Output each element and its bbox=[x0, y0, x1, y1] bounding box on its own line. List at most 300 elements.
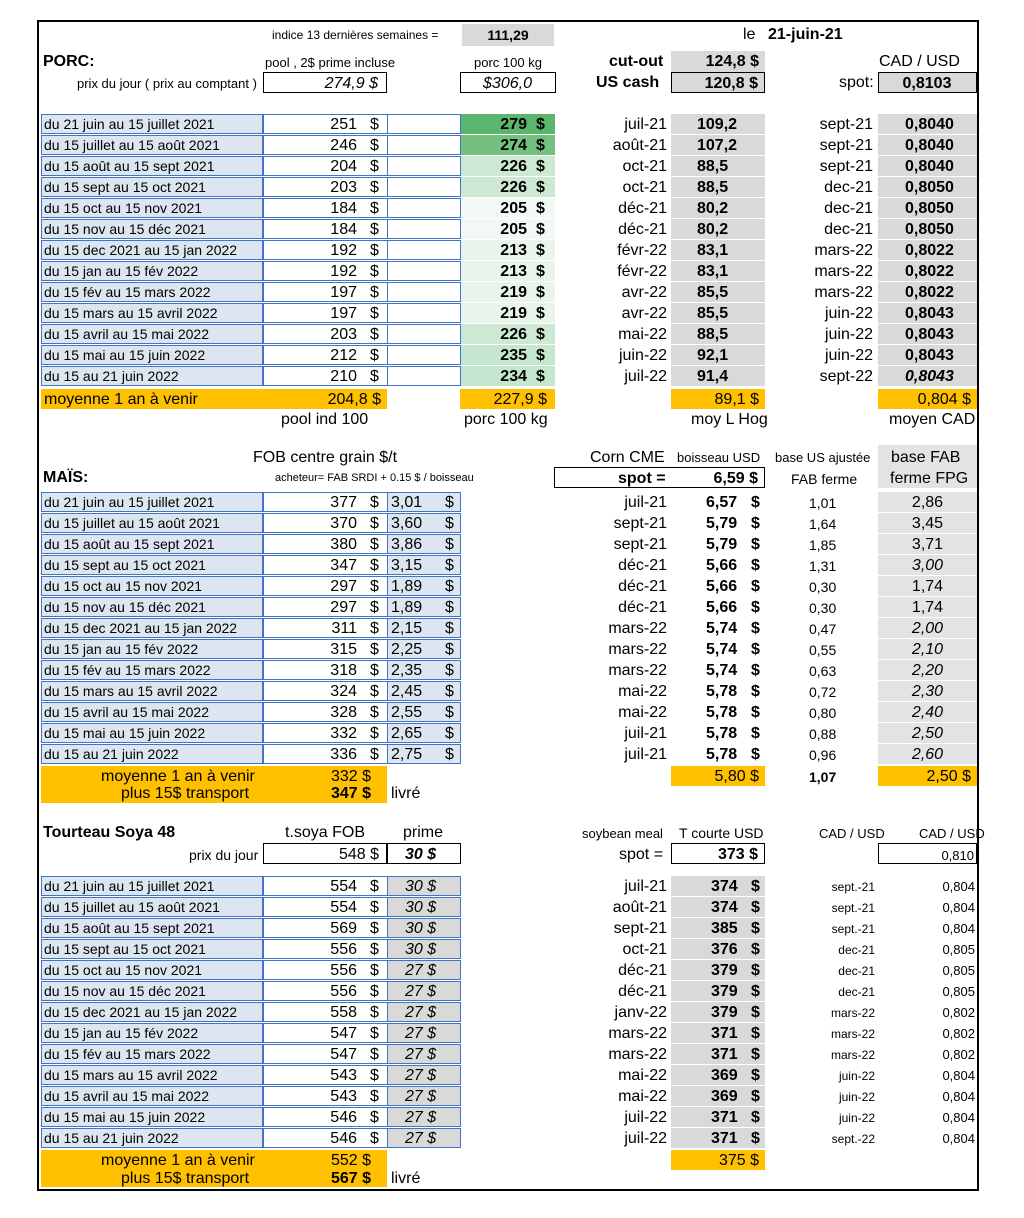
mais-row-fab: 2,50 bbox=[911, 725, 944, 742]
soya-row-month: oct-21 bbox=[622, 941, 667, 958]
soya-spot-fx-cell bbox=[878, 843, 977, 864]
soya-row-fx: 0,804 bbox=[942, 1110, 975, 1125]
porc-row-100kg-unit: $ bbox=[536, 242, 545, 259]
mais-row-period: du 15 oct au 15 nov 2021 bbox=[41, 576, 263, 596]
porc-row-pool-unit: $ bbox=[370, 284, 379, 301]
mais-row-baseus: 0,30 bbox=[809, 579, 837, 595]
soya-row-prime: 27 $ bbox=[405, 983, 437, 1000]
mais-row-month: déc-21 bbox=[618, 578, 667, 595]
soya-row-prime: 30 $ bbox=[405, 941, 437, 958]
porc-row-period: du 15 nov au 15 déc 2021 bbox=[41, 219, 263, 239]
porc-avg-hog: 89,1 $ bbox=[714, 391, 759, 408]
porc-row-month: juin-22 bbox=[618, 347, 667, 364]
porc-row-pool-unit: $ bbox=[370, 158, 379, 175]
porc-row-fx: 0,8040 bbox=[905, 158, 954, 175]
mais-row-bu: 1,89 bbox=[391, 578, 423, 595]
soya-row-fob: 547 bbox=[330, 1046, 357, 1063]
soya-row-fx: 0,805 bbox=[942, 984, 975, 999]
uscash-cell bbox=[671, 72, 765, 93]
mais-avg-baseus: 1,07 bbox=[809, 769, 837, 785]
porc-row-month: déc-21 bbox=[618, 200, 667, 217]
porc-row-empty-cell bbox=[387, 261, 461, 281]
spot-fx-label: spot: bbox=[839, 74, 874, 91]
soya-row-period: du 15 jan au 15 fév 2022 bbox=[41, 1023, 263, 1043]
soya-row-fob-unit: $ bbox=[370, 920, 379, 937]
soya-meal-label: soybean meal bbox=[582, 826, 663, 841]
soya-avg-meal: 375 $ bbox=[718, 1152, 759, 1169]
porc-row-100kg: 226 bbox=[500, 326, 527, 343]
porc-row-pool-unit: $ bbox=[370, 116, 379, 133]
mais-row-cme-unit: $ bbox=[751, 578, 760, 595]
soya-row-prime: 30 $ bbox=[405, 878, 437, 895]
mais-row-cme-unit: $ bbox=[751, 515, 760, 532]
porc-row-empty-cell bbox=[387, 303, 461, 323]
mais-row-month: mars-22 bbox=[608, 641, 667, 658]
mais-row-baseus: 0,80 bbox=[809, 705, 837, 721]
soya-row-period: du 15 avril au 15 mai 2022 bbox=[41, 1086, 263, 1106]
soya-row-meal: 369 bbox=[711, 1088, 738, 1105]
soya-row-fob-unit: $ bbox=[370, 962, 379, 979]
soya-row-fx-month: juin-22 bbox=[838, 1111, 875, 1125]
mais-row-cme-unit: $ bbox=[751, 725, 760, 742]
soya-avg-label: moyenne 1 an à venir bbox=[101, 1152, 255, 1169]
mais-row-cme: 5,74 bbox=[706, 662, 738, 679]
mais-row-month: déc-21 bbox=[618, 557, 667, 574]
mais-row-period: du 15 dec 2021 au 15 jan 2022 bbox=[41, 618, 263, 638]
soya-row-fx: 0,802 bbox=[942, 1026, 975, 1041]
mais-row-bu: 2,75 bbox=[391, 746, 423, 763]
porc-row-month: juil-22 bbox=[624, 368, 667, 385]
porc-row-fx-month: sept-21 bbox=[819, 116, 873, 133]
prix-jour-100kg-cell bbox=[460, 72, 556, 93]
soya-row-meal: 379 bbox=[711, 983, 738, 1000]
mais-row-bu: 2,35 bbox=[391, 662, 423, 679]
mais-row-bu-unit: $ bbox=[445, 620, 454, 637]
mais-row-fob: 370 bbox=[330, 515, 357, 532]
porc-avg-100kg: 227,9 $ bbox=[493, 391, 547, 408]
soya-cadusd-label-2: CAD / USD bbox=[919, 826, 985, 841]
porc-row-period: du 15 dec 2021 au 15 jan 2022 bbox=[41, 240, 263, 260]
mais-row-fob: 332 bbox=[330, 725, 357, 742]
mais-cme-label: Corn CME bbox=[590, 449, 665, 466]
mais-row-month: juil-21 bbox=[624, 725, 667, 742]
porc-row-period: du 15 sept au 15 oct 2021 bbox=[41, 177, 263, 197]
prix-jour-pool-cell bbox=[263, 72, 387, 93]
soya-row-prime: 27 $ bbox=[405, 1046, 437, 1063]
soya-row-fob: 556 bbox=[330, 941, 357, 958]
mais-row-fob-unit: $ bbox=[370, 662, 379, 679]
porc-row-fx-month: sept-22 bbox=[819, 368, 873, 385]
mais-row-cme-unit: $ bbox=[751, 494, 760, 511]
mais-row-fob: 311 bbox=[331, 620, 357, 637]
porc-row-fx: 0,8043 bbox=[905, 368, 954, 385]
soya-row-fob: 556 bbox=[330, 983, 357, 1000]
porc-row-100kg-unit: $ bbox=[536, 263, 545, 280]
porc-row-hog: 88,5 bbox=[697, 179, 729, 196]
mais-avg-fab: 2,50 $ bbox=[926, 768, 971, 785]
mais-row-bu-unit: $ bbox=[445, 536, 454, 553]
mais-row-period: du 21 juin au 15 juillet 2021 bbox=[41, 492, 263, 512]
mais-row-baseus: 1,31 bbox=[809, 558, 837, 574]
porc-row-fx-month: juin-22 bbox=[824, 326, 873, 343]
porc-row-hog: 80,2 bbox=[697, 200, 729, 217]
soya-row-fob-unit: $ bbox=[370, 1109, 379, 1126]
porc-row-month: avr-22 bbox=[621, 284, 667, 301]
mais-row-fob: 347 bbox=[330, 557, 357, 574]
porc-row-100kg-unit: $ bbox=[536, 284, 545, 301]
porc-avg-hog-cell bbox=[671, 389, 765, 409]
porc-row-100kg-unit: $ bbox=[536, 137, 545, 154]
soya-row-meal: 379 bbox=[711, 1004, 738, 1021]
soya-row-meal-unit: $ bbox=[751, 1109, 760, 1126]
soya-row-meal: 369 bbox=[711, 1067, 738, 1084]
mais-row-period: du 15 avril au 15 mai 2022 bbox=[41, 702, 263, 722]
porc-row-pool: 212 bbox=[330, 347, 357, 364]
mais-title: MAÏS: bbox=[43, 469, 89, 486]
soya-row-period: du 15 mai au 15 juin 2022 bbox=[41, 1107, 263, 1127]
porc-row-period: du 21 juin au 15 juillet 2021 bbox=[41, 114, 263, 134]
soya-plus-label: plus 15$ transport bbox=[121, 1170, 250, 1187]
porc-foot-hog: moy L Hog bbox=[691, 411, 768, 428]
mais-row-baseus: 0,55 bbox=[809, 642, 837, 658]
porc-row-pool: 197 bbox=[330, 305, 357, 322]
porc-avg-fx: 0,804 $ bbox=[917, 391, 971, 408]
mais-row-cme-unit: $ bbox=[751, 683, 760, 700]
mais-row-fob: 324 bbox=[330, 683, 357, 700]
mais-row-fob: 297 bbox=[330, 599, 357, 616]
soya-prime-label: prime bbox=[403, 824, 444, 841]
porc-row-pool-unit: $ bbox=[370, 242, 379, 259]
porc-row-hog: 88,5 bbox=[697, 158, 729, 175]
soya-row-meal-unit: $ bbox=[751, 1025, 760, 1042]
mais-row-cme-unit: $ bbox=[751, 746, 760, 763]
soya-row-meal-unit: $ bbox=[751, 1046, 760, 1063]
uscash-value: 120,8 $ bbox=[704, 75, 758, 92]
mais-row-fab: 2,40 bbox=[911, 704, 944, 721]
porc-row-100kg-unit: $ bbox=[536, 305, 545, 322]
cadusd-label: CAD / USD bbox=[879, 53, 960, 70]
porc-100kg-label: porc 100 kg bbox=[474, 55, 542, 70]
mais-row-bu: 3,15 bbox=[391, 557, 423, 574]
soya-row-fx: 0,802 bbox=[942, 1005, 975, 1020]
soya-row-fob-unit: $ bbox=[370, 1004, 379, 1021]
mais-row-fob-unit: $ bbox=[370, 494, 379, 511]
prix-jour-100kg: $306,0 bbox=[483, 75, 532, 92]
mais-row-cme: 5,78 bbox=[706, 683, 738, 700]
mais-row-fob-unit: $ bbox=[370, 746, 379, 763]
soya-row-fx-month: dec-21 bbox=[838, 985, 875, 999]
soya-row-period: du 15 mars au 15 avril 2022 bbox=[41, 1065, 263, 1085]
mais-row-fob-unit: $ bbox=[370, 704, 379, 721]
mais-row-bu: 2,45 bbox=[391, 683, 423, 700]
porc-row-100kg: 274 bbox=[500, 137, 527, 154]
soya-row-fx-month: sept.-21 bbox=[831, 901, 875, 915]
porc-row-fx: 0,8022 bbox=[905, 242, 954, 259]
porc-row-100kg-unit: $ bbox=[536, 179, 545, 196]
mais-row-fob: 380 bbox=[330, 536, 357, 553]
soya-row-month: mai-22 bbox=[618, 1067, 667, 1084]
indice-value: 111,29 bbox=[487, 27, 529, 43]
porc-row-pool-unit: $ bbox=[370, 200, 379, 217]
porc-row-pool: 210 bbox=[330, 368, 357, 385]
mais-row-bu: 2,15 bbox=[391, 620, 423, 637]
porc-row-pool: 246 bbox=[330, 137, 357, 154]
mais-row-fab: 2,20 bbox=[911, 662, 944, 679]
porc-foot-pool: pool ind 100 bbox=[281, 411, 369, 428]
porc-row-hog: 109,2 bbox=[697, 116, 738, 133]
soya-row-fob: 547 bbox=[330, 1025, 357, 1042]
soya-row-fob: 543 bbox=[330, 1088, 357, 1105]
mais-row-bu-unit: $ bbox=[445, 746, 454, 763]
mais-row-bu: 3,60 bbox=[391, 515, 423, 532]
soya-row-fob-unit: $ bbox=[370, 983, 379, 1000]
mais-row-baseus: 0,96 bbox=[809, 747, 837, 763]
porc-row-100kg-unit: $ bbox=[536, 368, 545, 385]
mais-row-cme-unit: $ bbox=[751, 704, 760, 721]
soya-fob-label: t.soya FOB bbox=[285, 824, 366, 841]
soya-tcourte-label: T courte USD bbox=[679, 825, 764, 841]
porc-row-fx: 0,8040 bbox=[905, 137, 954, 154]
porc-row-period: du 15 au 21 juin 2022 bbox=[41, 366, 263, 386]
porc-row-100kg-unit: $ bbox=[536, 200, 545, 217]
mais-avg-fob: 332 $ bbox=[331, 768, 372, 785]
porc-avg-100kg-cell bbox=[460, 389, 555, 409]
soya-row-meal-unit: $ bbox=[751, 1130, 760, 1147]
soya-row-period: du 15 juillet au 15 août 2021 bbox=[41, 897, 263, 917]
mais-fabferme-label: FAB ferme bbox=[791, 471, 858, 487]
mais-row-month: mai-22 bbox=[618, 683, 667, 700]
soya-row-meal-unit: $ bbox=[751, 920, 760, 937]
porc-foot-fx: moyen CAD bbox=[889, 411, 976, 428]
porc-row-100kg-unit: $ bbox=[536, 221, 545, 238]
soya-row-meal: 371 bbox=[711, 1046, 738, 1063]
mais-row-cme-unit: $ bbox=[751, 599, 760, 616]
mais-row-month: mai-22 bbox=[618, 704, 667, 721]
soya-row-fob-unit: $ bbox=[370, 1088, 379, 1105]
porc-row-empty-cell bbox=[387, 177, 461, 197]
porc-row-fx-month: mars-22 bbox=[814, 242, 873, 259]
porc-row-fx-month: juin-22 bbox=[824, 305, 873, 322]
mais-row-fob-unit: $ bbox=[370, 683, 379, 700]
porc-row-fx: 0,8043 bbox=[905, 347, 954, 364]
mais-row-baseus: 1,01 bbox=[809, 495, 837, 511]
porc-row-pool: 251 bbox=[330, 116, 357, 133]
porc-row-fx-month: mars-22 bbox=[814, 263, 873, 280]
mais-row-bu-unit: $ bbox=[445, 515, 454, 532]
mais-row-fob-unit: $ bbox=[370, 578, 379, 595]
soya-prix-prime: 30 $ bbox=[405, 846, 437, 863]
porc-row-empty-cell bbox=[387, 156, 461, 176]
porc-row-100kg: 205 bbox=[500, 200, 527, 217]
mais-baseus-label: base US ajustée bbox=[775, 450, 871, 465]
mais-row-bu-unit: $ bbox=[445, 599, 454, 616]
mais-row-month: mars-22 bbox=[608, 620, 667, 637]
mais-row-fob: 297 bbox=[330, 578, 357, 595]
soya-row-period: du 15 au 21 juin 2022 bbox=[41, 1128, 263, 1148]
soya-prix-prime-cell bbox=[386, 843, 461, 864]
mais-row-period: du 15 juillet au 15 août 2021 bbox=[41, 513, 263, 533]
mais-row-fab: 2,60 bbox=[911, 746, 944, 763]
porc-row-pool-unit: $ bbox=[370, 326, 379, 343]
mais-row-bu: 2,55 bbox=[391, 704, 423, 721]
mais-row-cme: 5,66 bbox=[706, 599, 738, 616]
porc-row-fx: 0,8050 bbox=[905, 200, 954, 217]
porc-row-hog: 85,5 bbox=[697, 284, 729, 301]
mais-row-cme: 5,78 bbox=[706, 746, 738, 763]
porc-row-pool-unit: $ bbox=[370, 263, 379, 280]
mais-bushel-label: boisseau USD bbox=[677, 450, 761, 465]
porc-row-fx: 0,8022 bbox=[905, 263, 954, 280]
soya-row-meal: 371 bbox=[711, 1109, 738, 1126]
porc-title: PORC: bbox=[43, 53, 95, 70]
soya-row-prime: 27 $ bbox=[405, 962, 437, 979]
porc-row-month: déc-21 bbox=[618, 221, 667, 238]
mais-row-month: juil-21 bbox=[624, 746, 667, 763]
porc-foot-100kg: porc 100 kg bbox=[464, 411, 548, 428]
mais-row-period: du 15 au 21 juin 2022 bbox=[41, 744, 263, 764]
cutout-label: cut-out bbox=[609, 53, 664, 70]
porc-row-empty-cell bbox=[387, 135, 461, 155]
soya-row-month: sept-21 bbox=[613, 920, 667, 937]
soya-row-month: juil-21 bbox=[624, 878, 667, 895]
mais-row-baseus: 0,30 bbox=[809, 600, 837, 616]
mais-row-fob: 377 bbox=[330, 494, 357, 511]
soya-prix-jour-label: prix du jour bbox=[189, 847, 259, 863]
mais-row-fob: 315 bbox=[330, 641, 357, 658]
soya-spot-fx: 0,810 bbox=[941, 848, 974, 863]
soya-row-meal-unit: $ bbox=[751, 1067, 760, 1084]
porc-row-month: mai-22 bbox=[618, 326, 667, 343]
mais-row-bu-unit: $ bbox=[445, 641, 454, 658]
soya-spot-label: spot = bbox=[619, 846, 664, 863]
mais-row-bu-unit: $ bbox=[445, 704, 454, 721]
soya-row-fob-unit: $ bbox=[370, 941, 379, 958]
porc-row-fx: 0,8040 bbox=[905, 116, 954, 133]
mais-row-fab: 2,30 bbox=[911, 683, 944, 700]
soya-row-fob: 569 bbox=[330, 920, 357, 937]
mais-row-baseus: 0,47 bbox=[809, 621, 837, 637]
mais-row-fob-unit: $ bbox=[370, 515, 379, 532]
mais-row-fob: 336 bbox=[330, 746, 357, 763]
porc-row-fx-month: dec-21 bbox=[824, 179, 873, 196]
mais-row-month: sept-21 bbox=[613, 515, 667, 532]
soya-row-fx: 0,804 bbox=[942, 879, 975, 894]
porc-row-hog: 107,2 bbox=[697, 137, 738, 154]
soya-row-fob-unit: $ bbox=[370, 1130, 379, 1147]
porc-row-pool-unit: $ bbox=[370, 137, 379, 154]
porc-row-100kg: 213 bbox=[500, 263, 527, 280]
mais-fpg-label: ferme FPG bbox=[890, 470, 969, 487]
porc-row-100kg: 205 bbox=[500, 221, 527, 238]
soya-row-fx-month: dec-21 bbox=[838, 943, 875, 957]
soya-row-prime: 30 $ bbox=[405, 899, 437, 916]
porc-row-fx: 0,8050 bbox=[905, 179, 954, 196]
porc-row-empty-cell bbox=[387, 345, 461, 365]
mais-row-cme: 5,78 bbox=[706, 704, 738, 721]
soya-plus-value: 567 $ bbox=[331, 1170, 372, 1187]
porc-row-fx-month: juin-22 bbox=[824, 347, 873, 364]
porc-row-period: du 15 mars au 15 avril 2022 bbox=[41, 303, 263, 323]
porc-row-100kg: 234 bbox=[500, 368, 527, 385]
porc-row-pool-unit: $ bbox=[370, 347, 379, 364]
porc-row-month: oct-21 bbox=[622, 158, 667, 175]
porc-row-month: juil-21 bbox=[624, 116, 667, 133]
porc-row-period: du 15 juillet au 15 août 2021 bbox=[41, 135, 263, 155]
mais-row-baseus: 0,72 bbox=[809, 684, 837, 700]
soya-row-fx-month: juin-22 bbox=[838, 1069, 875, 1083]
soya-title: Tourteau Soya 48 bbox=[43, 824, 176, 841]
soya-row-fob: 543 bbox=[330, 1067, 357, 1084]
mais-avg-label: moyenne 1 an à venir bbox=[101, 768, 255, 785]
mais-row-bu-unit: $ bbox=[445, 557, 454, 574]
mais-row-period: du 15 sept au 15 oct 2021 bbox=[41, 555, 263, 575]
porc-avg-pool: 204,8 $ bbox=[327, 391, 381, 408]
mais-row-cme: 6,57 bbox=[706, 494, 738, 511]
soya-row-fx: 0,804 bbox=[942, 1131, 975, 1146]
porc-row-hog: 92,1 bbox=[697, 347, 729, 364]
soya-row-meal: 371 bbox=[711, 1130, 738, 1147]
porc-row-period: du 15 avril au 15 mai 2022 bbox=[41, 324, 263, 344]
porc-row-fx-month: dec-21 bbox=[824, 200, 873, 217]
soya-row-fob: 558 bbox=[330, 1004, 357, 1021]
soya-row-meal: 379 bbox=[711, 962, 738, 979]
soya-row-period: du 15 août au 15 sept 2021 bbox=[41, 918, 263, 938]
soya-row-fx: 0,804 bbox=[942, 921, 975, 936]
mais-avg-cme: 5,80 $ bbox=[714, 768, 759, 785]
mais-row-bu: 3,86 bbox=[391, 536, 423, 553]
soya-row-prime: 27 $ bbox=[405, 1004, 437, 1021]
mais-spot-cell bbox=[554, 467, 765, 488]
soya-row-month: janv-22 bbox=[614, 1004, 667, 1021]
porc-row-pool: 192 bbox=[330, 242, 357, 259]
soya-row-fob-unit: $ bbox=[370, 1067, 379, 1084]
mais-row-cme-unit: $ bbox=[751, 557, 760, 574]
soya-prix-jour-value: 548 $ bbox=[338, 846, 379, 863]
soya-row-fx-month: dec-21 bbox=[838, 964, 875, 978]
porc-row-pool-unit: $ bbox=[370, 221, 379, 238]
porc-row-pool: 197 bbox=[330, 284, 357, 301]
porc-row-empty-cell bbox=[387, 198, 461, 218]
soya-avg-meal-cell bbox=[671, 1150, 765, 1170]
porc-row-100kg: 279 bbox=[500, 116, 527, 133]
soya-row-fx-month: juin-22 bbox=[838, 1090, 875, 1104]
mais-row-fob-unit: $ bbox=[370, 725, 379, 742]
soya-row-period: du 15 oct au 15 nov 2021 bbox=[41, 960, 263, 980]
mais-row-cme: 5,66 bbox=[706, 557, 738, 574]
soya-row-month: mars-22 bbox=[608, 1025, 667, 1042]
soya-row-month: déc-21 bbox=[618, 983, 667, 1000]
porc-avg-fx-cell bbox=[878, 389, 977, 409]
soya-row-meal-unit: $ bbox=[751, 878, 760, 895]
porc-row-month: févr-22 bbox=[617, 242, 667, 259]
mais-row-bu-unit: $ bbox=[445, 494, 454, 511]
porc-row-empty-cell bbox=[387, 324, 461, 344]
mais-row-bu: 3,01 bbox=[391, 494, 423, 511]
soya-row-period: du 15 nov au 15 déc 2021 bbox=[41, 981, 263, 1001]
mais-basefab-label: base FAB bbox=[891, 449, 961, 466]
mais-spot-value: 6,59 $ bbox=[713, 470, 758, 487]
soya-row-fob: 554 bbox=[330, 899, 357, 916]
soya-row-meal: 385 bbox=[711, 920, 738, 937]
mais-fob-label: FOB centre grain $/t bbox=[253, 449, 398, 466]
soya-row-month: mars-22 bbox=[608, 1046, 667, 1063]
mais-plus-value: 347 $ bbox=[331, 785, 372, 802]
mais-row-bu-unit: $ bbox=[445, 662, 454, 679]
porc-row-hog: 80,2 bbox=[697, 221, 729, 238]
soya-row-meal: 376 bbox=[711, 941, 738, 958]
mais-row-bu-unit: $ bbox=[445, 578, 454, 595]
mais-row-cme: 5,74 bbox=[706, 620, 738, 637]
